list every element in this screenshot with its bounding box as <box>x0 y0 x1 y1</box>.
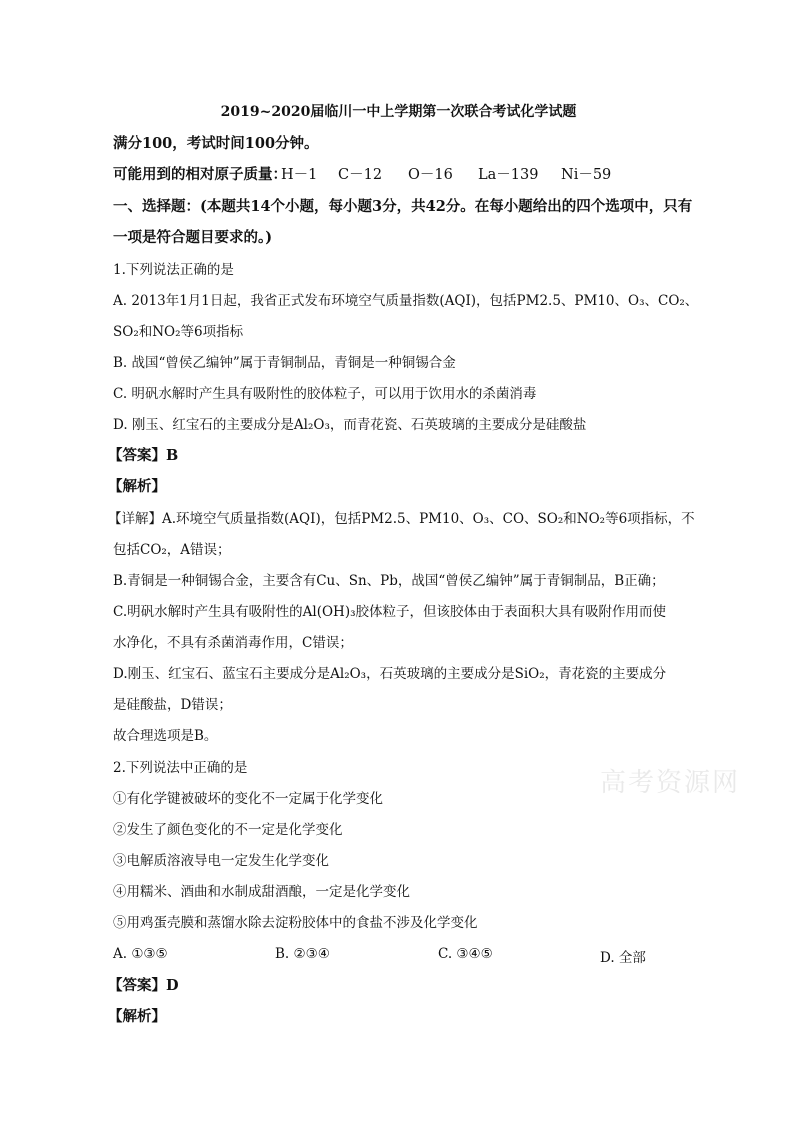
q1-option-b: B. 战国“曾侯乙编钟”属于青铜制品，青铜是一种铜锡合金 <box>113 355 456 371</box>
q1-conclusion: 故合理选项是B。 <box>113 728 218 744</box>
watermark-logo: 高考资源网 <box>600 768 741 798</box>
atomic-mass-o: O－16 <box>408 167 453 183</box>
q1-option-a-line-1: A. 2013年1月1日起，我省正式发布环境空气质量指数(AQI)，包括PM2.5、PM10、O₃、CO₂、 <box>113 293 699 309</box>
q1-option-c: C. 明矾水解时产生具有吸附性的胶体粒子，可以用于饮用水的杀菌消毒 <box>113 386 537 402</box>
q1-stem: 1.下列说法正确的是 <box>113 262 234 278</box>
score-time-note: 满分100，考试时间100分钟。 <box>113 135 319 152</box>
q2-item-3: ③电解质溶液导电一定发生化学变化 <box>113 853 329 869</box>
q2-analysis-heading: 【解析】 <box>108 1008 166 1025</box>
atomic-mass-row <box>113 166 684 184</box>
q1-detail-line-7: 是硅酸盐，D错误； <box>113 697 232 713</box>
section-heading-line-1: 一、选择题：(本题共14个小题，每小题3分，共42分。在每小题给出的四个选项中，只有 <box>113 198 693 215</box>
section-heading-line-2: 一项是符合题目要求的。) <box>113 229 273 246</box>
q2-item-1: ①有化学键被破坏的变化不一定属于化学变化 <box>113 791 383 807</box>
q2-stem: 2.下列说法中正确的是 <box>113 760 248 776</box>
q2-option-a: A. ①③⑤ <box>113 946 168 962</box>
q1-option-a-line-2: SO₂和NO₂等6项指标 <box>113 324 244 340</box>
atomic-mass-ni: Ni－59 <box>561 167 612 183</box>
atomic-mass-c: C－12 <box>338 167 383 183</box>
atomic-mass-la: La－139 <box>478 167 539 183</box>
q1-answer: 【答案】B <box>108 447 179 464</box>
q1-option-d: D. 刚玉、红宝石的主要成分是Al₂O₃，而青花瓷、石英玻璃的主要成分是硅酸盐 <box>113 417 587 433</box>
q2-item-5: ⑤用鸡蛋壳膜和蒸馏水除去淀粉胶体中的食盐不涉及化学变化 <box>113 915 478 931</box>
atomic-mass-h: H－1 <box>281 167 318 183</box>
q1-detail-line-2: 包括CO₂，A错误； <box>113 542 231 558</box>
q1-detail-line-3: B.青铜是一种铜锡合金，主要含有Cu、Sn、Pb，战国“曾侯乙编钟”属于青铜制品，B正确； <box>113 573 665 589</box>
q2-item-2: ②发生了颜色变化的不一定是化学变化 <box>113 822 343 838</box>
q1-detail-line-4: C.明矾水解时产生具有吸附性的Al(OH)₃胶体粒子，但该胶体由于表面积大具有吸附作用而使 <box>113 604 666 620</box>
q2-option-b: B. ②③④ <box>275 946 330 962</box>
q2-answer: 【答案】D <box>108 977 179 994</box>
q2-option-d: D. 全部 <box>600 950 646 966</box>
page-title: 2019~2020届临川一中上学期第一次联合考试化学试题 <box>220 104 577 120</box>
q1-detail-line-6: D.刚玉、红宝石、蓝宝石主要成分是Al₂O₃，石英玻璃的主要成分是SiO₂，青花瓷的主要成分 <box>113 666 667 682</box>
q1-analysis-heading: 【解析】 <box>108 478 166 495</box>
q1-detail-line-1: 【详解】A.环境空气质量指数(AQI)，包括PM2.5、PM10、O₃、CO、SO₂和NO₂等6项指标，不 <box>108 511 695 527</box>
atomic-mass-label: 可能用到的相对原子质量： <box>113 166 287 183</box>
q1-detail-line-5: 水净化，不具有杀菌消毒作用，C错误； <box>113 635 353 651</box>
q2-option-c: C. ③④⑤ <box>438 946 493 962</box>
q2-item-4: ④用糯米、酒曲和水制成甜酒酿，一定是化学变化 <box>113 884 410 900</box>
